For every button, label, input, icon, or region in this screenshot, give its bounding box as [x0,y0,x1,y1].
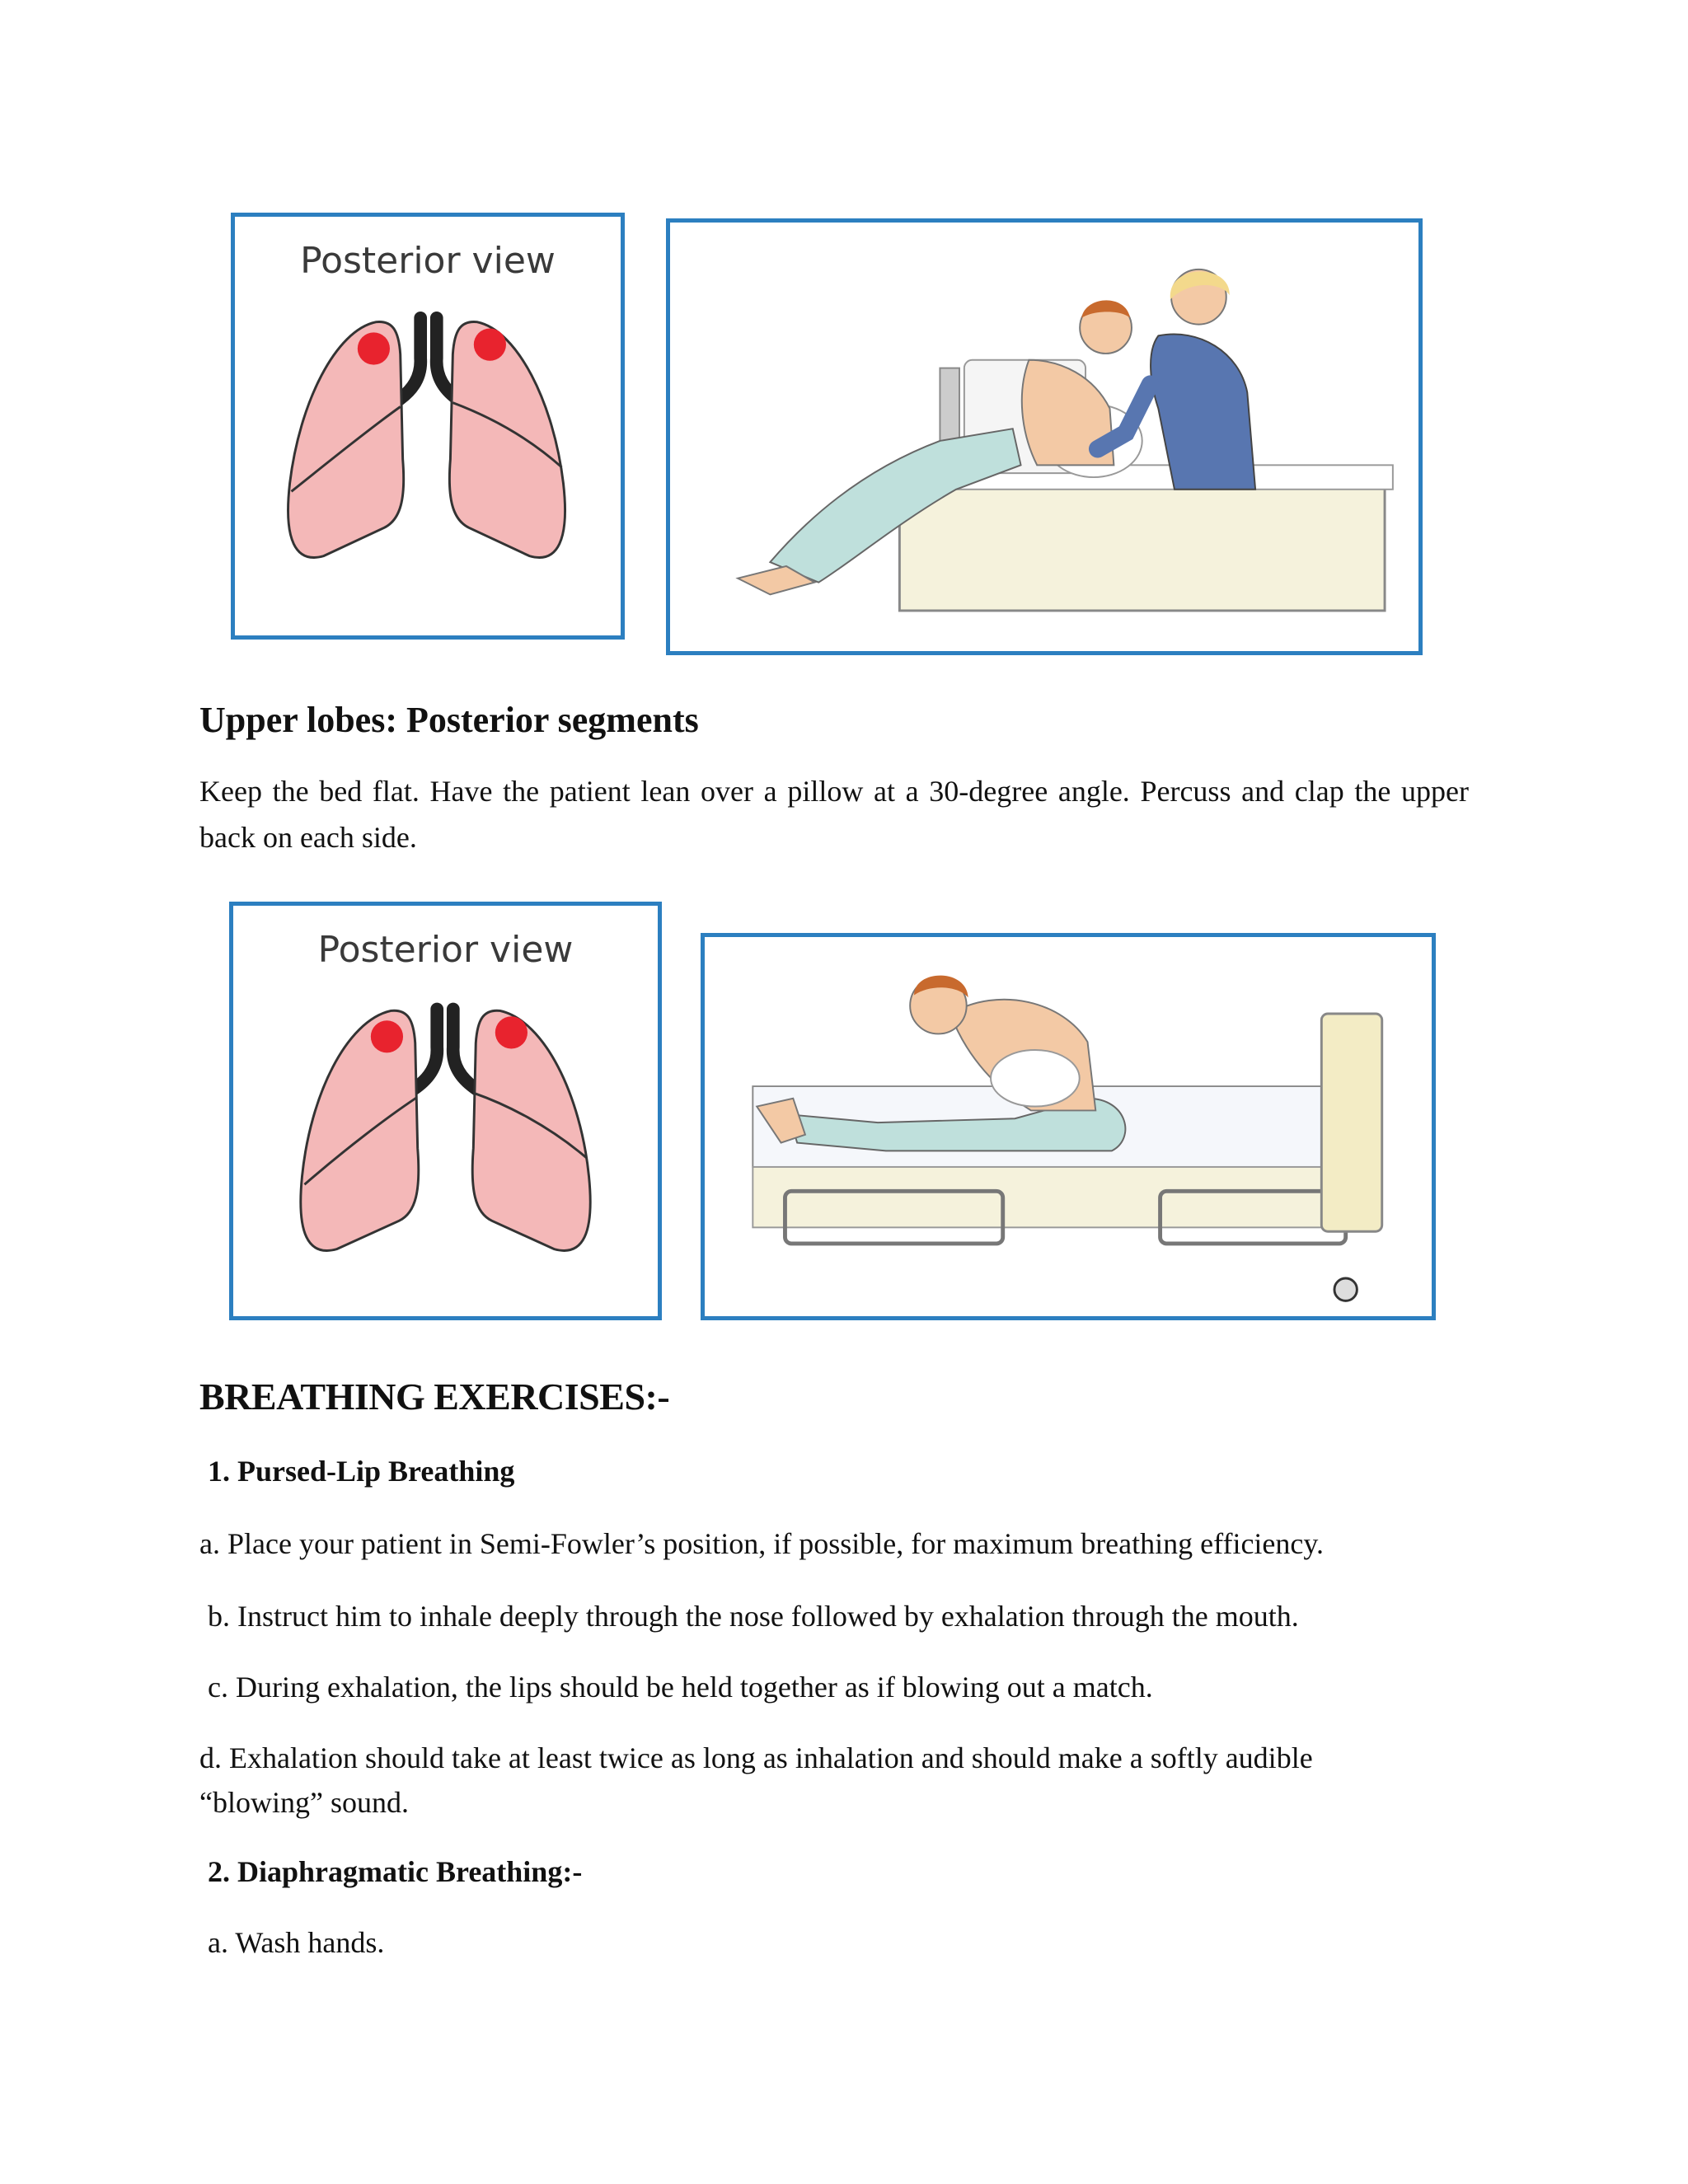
patient-bed-illustration [701,933,1436,1320]
marker-dot [371,1020,403,1052]
list-item: b. Instruct him to inhale deeply through the nose followed by exhalation through the mouth. [208,1600,1299,1633]
list-item: a. Wash hands. [208,1926,385,1959]
section-heading: BREATHING EXERCISES:- [199,1376,670,1418]
list-item: d. Exhalation should take at least twice as long as inhalation and should make a softly audible “blowing” sound. [199,1741,1313,1819]
section-heading: Upper lobes: Posterior segments [199,700,699,740]
marker-dot [358,332,390,364]
subheading: 1. Pursed-Lip Breathing [208,1455,515,1488]
list-item: a. Place your patient in Semi-Fowler’s position, if possible, for maximum breathing efficiency. [199,1527,1325,1560]
subheading: 2. Diaphragmatic Breathing:- [208,1855,583,1888]
lung-diagram-1 [231,213,625,640]
marker-dot [474,329,506,361]
instruction-paragraph: Keep the bed flat. Have the patient lean over a pillow at a 30-degree angle. Percuss and clap the upper back on each side. [199,775,1469,854]
marker-dot [495,1016,528,1048]
patient-on-bed-illustration [705,937,1432,1316]
list-item: c. During exhalation, the lips should be held together as if blowing out a match. [208,1671,1153,1704]
figure-title: Posterior view [317,929,574,971]
patient-lean-illustration [666,218,1423,655]
lung-diagram-2 [229,902,662,1320]
patient-nurse-illustration [670,223,1418,651]
figure-title: Posterior view [300,240,556,282]
